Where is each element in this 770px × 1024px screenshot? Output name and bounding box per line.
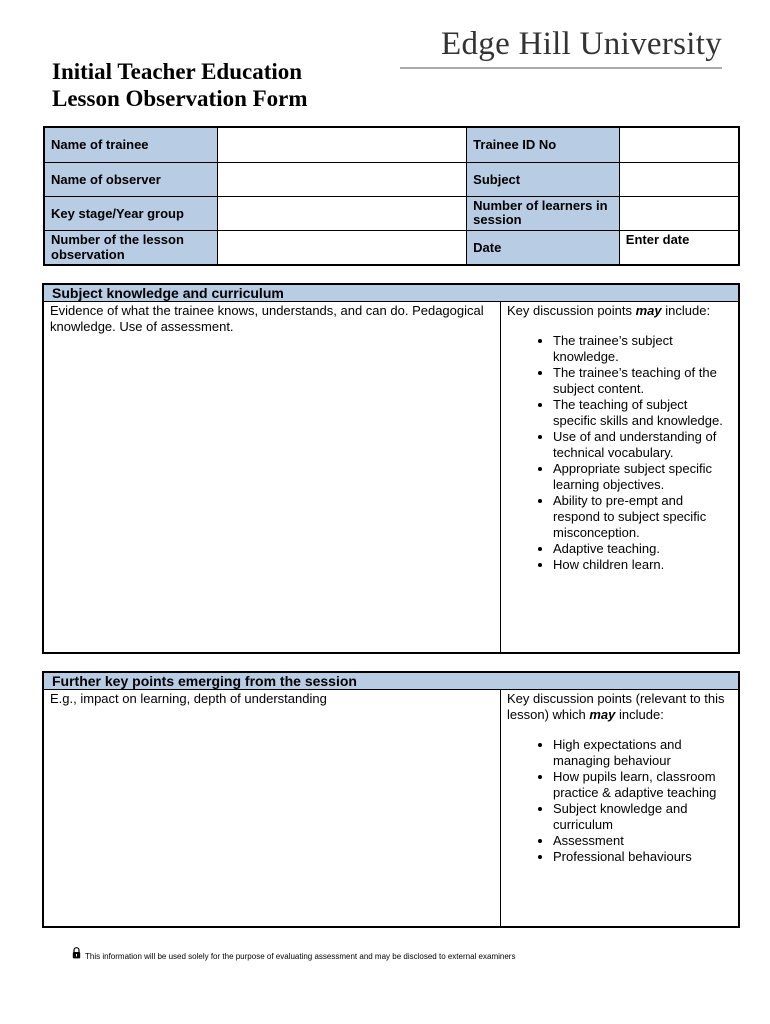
- list-item: • The trainee’s teaching of the subject content.: [553, 365, 732, 397]
- table-row: [44, 162, 739, 196]
- title-line-1: Initial Teacher Education: [52, 59, 303, 84]
- key-stage-label: Key stage/Year group: [44, 196, 218, 230]
- discussion-points-list: [507, 333, 732, 573]
- name-of-observer-label: Name of observer: [44, 162, 218, 196]
- number-of-learners-label: Number of learners in session: [467, 196, 620, 230]
- list-item: • How children learn.: [553, 557, 732, 573]
- discussion-intro: Key discussion points (relevant to this lesson) which may include:: [507, 691, 725, 722]
- footer-notice: [72, 947, 515, 961]
- lesson-observation-number-field[interactable]: [218, 230, 467, 265]
- list-item: • How pupils learn, classroom practice & adaptive teaching: [553, 769, 732, 801]
- list-item: • Assessment: [553, 833, 732, 849]
- list-item: • Professional behaviours: [553, 849, 732, 865]
- trainee-id-label: Trainee ID No: [467, 127, 620, 162]
- section-heading: Subject knowledge and curriculum: [44, 285, 738, 302]
- name-of-observer-field[interactable]: [218, 162, 467, 196]
- table-row: [44, 127, 739, 162]
- evidence-prompt: Evidence of what the trainee knows, understands, and can do. Pedagogical knowledge. Use of assessment.: [50, 303, 484, 334]
- trainee-info-table: [43, 126, 740, 266]
- list-item: • The teaching of subject specific skills and knowledge.: [553, 397, 732, 429]
- table-row: [44, 230, 739, 265]
- lesson-observation-number-label: Number of the lesson observation: [44, 230, 218, 265]
- university-logo: Edge Hill University: [441, 26, 722, 62]
- name-of-trainee-field[interactable]: [218, 127, 467, 162]
- key-stage-field[interactable]: [218, 196, 467, 230]
- form-title: [52, 58, 308, 112]
- date-label: Date: [467, 230, 620, 265]
- section-heading: Further key points emerging from the session: [44, 673, 738, 690]
- key-points-text-area[interactable]: [44, 690, 501, 926]
- footer-text: This information will be used solely for the purpose of evaluating assessment and may be disclosed to external examiners: [85, 952, 516, 961]
- evidence-text-area[interactable]: [44, 302, 501, 652]
- list-item: • Use of and understanding of technical vocabulary.: [553, 429, 732, 461]
- logo-underline: [400, 67, 722, 69]
- list-item: • The trainee’s subject knowledge.: [553, 333, 732, 365]
- number-of-learners-field[interactable]: [619, 196, 739, 230]
- subject-field[interactable]: [619, 162, 739, 196]
- title-line-2: Lesson Observation Form: [52, 86, 308, 111]
- list-item: • Ability to pre-empt and respond to subject specific misconception.: [553, 493, 732, 541]
- table-row: [44, 196, 739, 230]
- date-field[interactable]: Enter date: [619, 230, 739, 265]
- discussion-points-panel: [501, 302, 738, 652]
- key-points-prompt: E.g., impact on learning, depth of understanding: [50, 691, 327, 706]
- discussion-points-list: [507, 737, 732, 865]
- discussion-points-panel: [501, 690, 738, 926]
- trainee-id-field[interactable]: [619, 127, 739, 162]
- list-item: • Subject knowledge and curriculum: [553, 801, 732, 833]
- list-item: • Adaptive teaching.: [553, 541, 732, 557]
- list-item: • High expectations and managing behaviour: [553, 737, 732, 769]
- subject-label: Subject: [467, 162, 620, 196]
- subject-knowledge-section: [42, 283, 740, 654]
- discussion-intro: Key discussion points may include:: [507, 303, 711, 318]
- list-item: • Appropriate subject specific learning objectives.: [553, 461, 732, 493]
- further-key-points-section: [42, 671, 740, 928]
- name-of-trainee-label: Name of trainee: [44, 127, 218, 162]
- lock-icon: [72, 947, 81, 961]
